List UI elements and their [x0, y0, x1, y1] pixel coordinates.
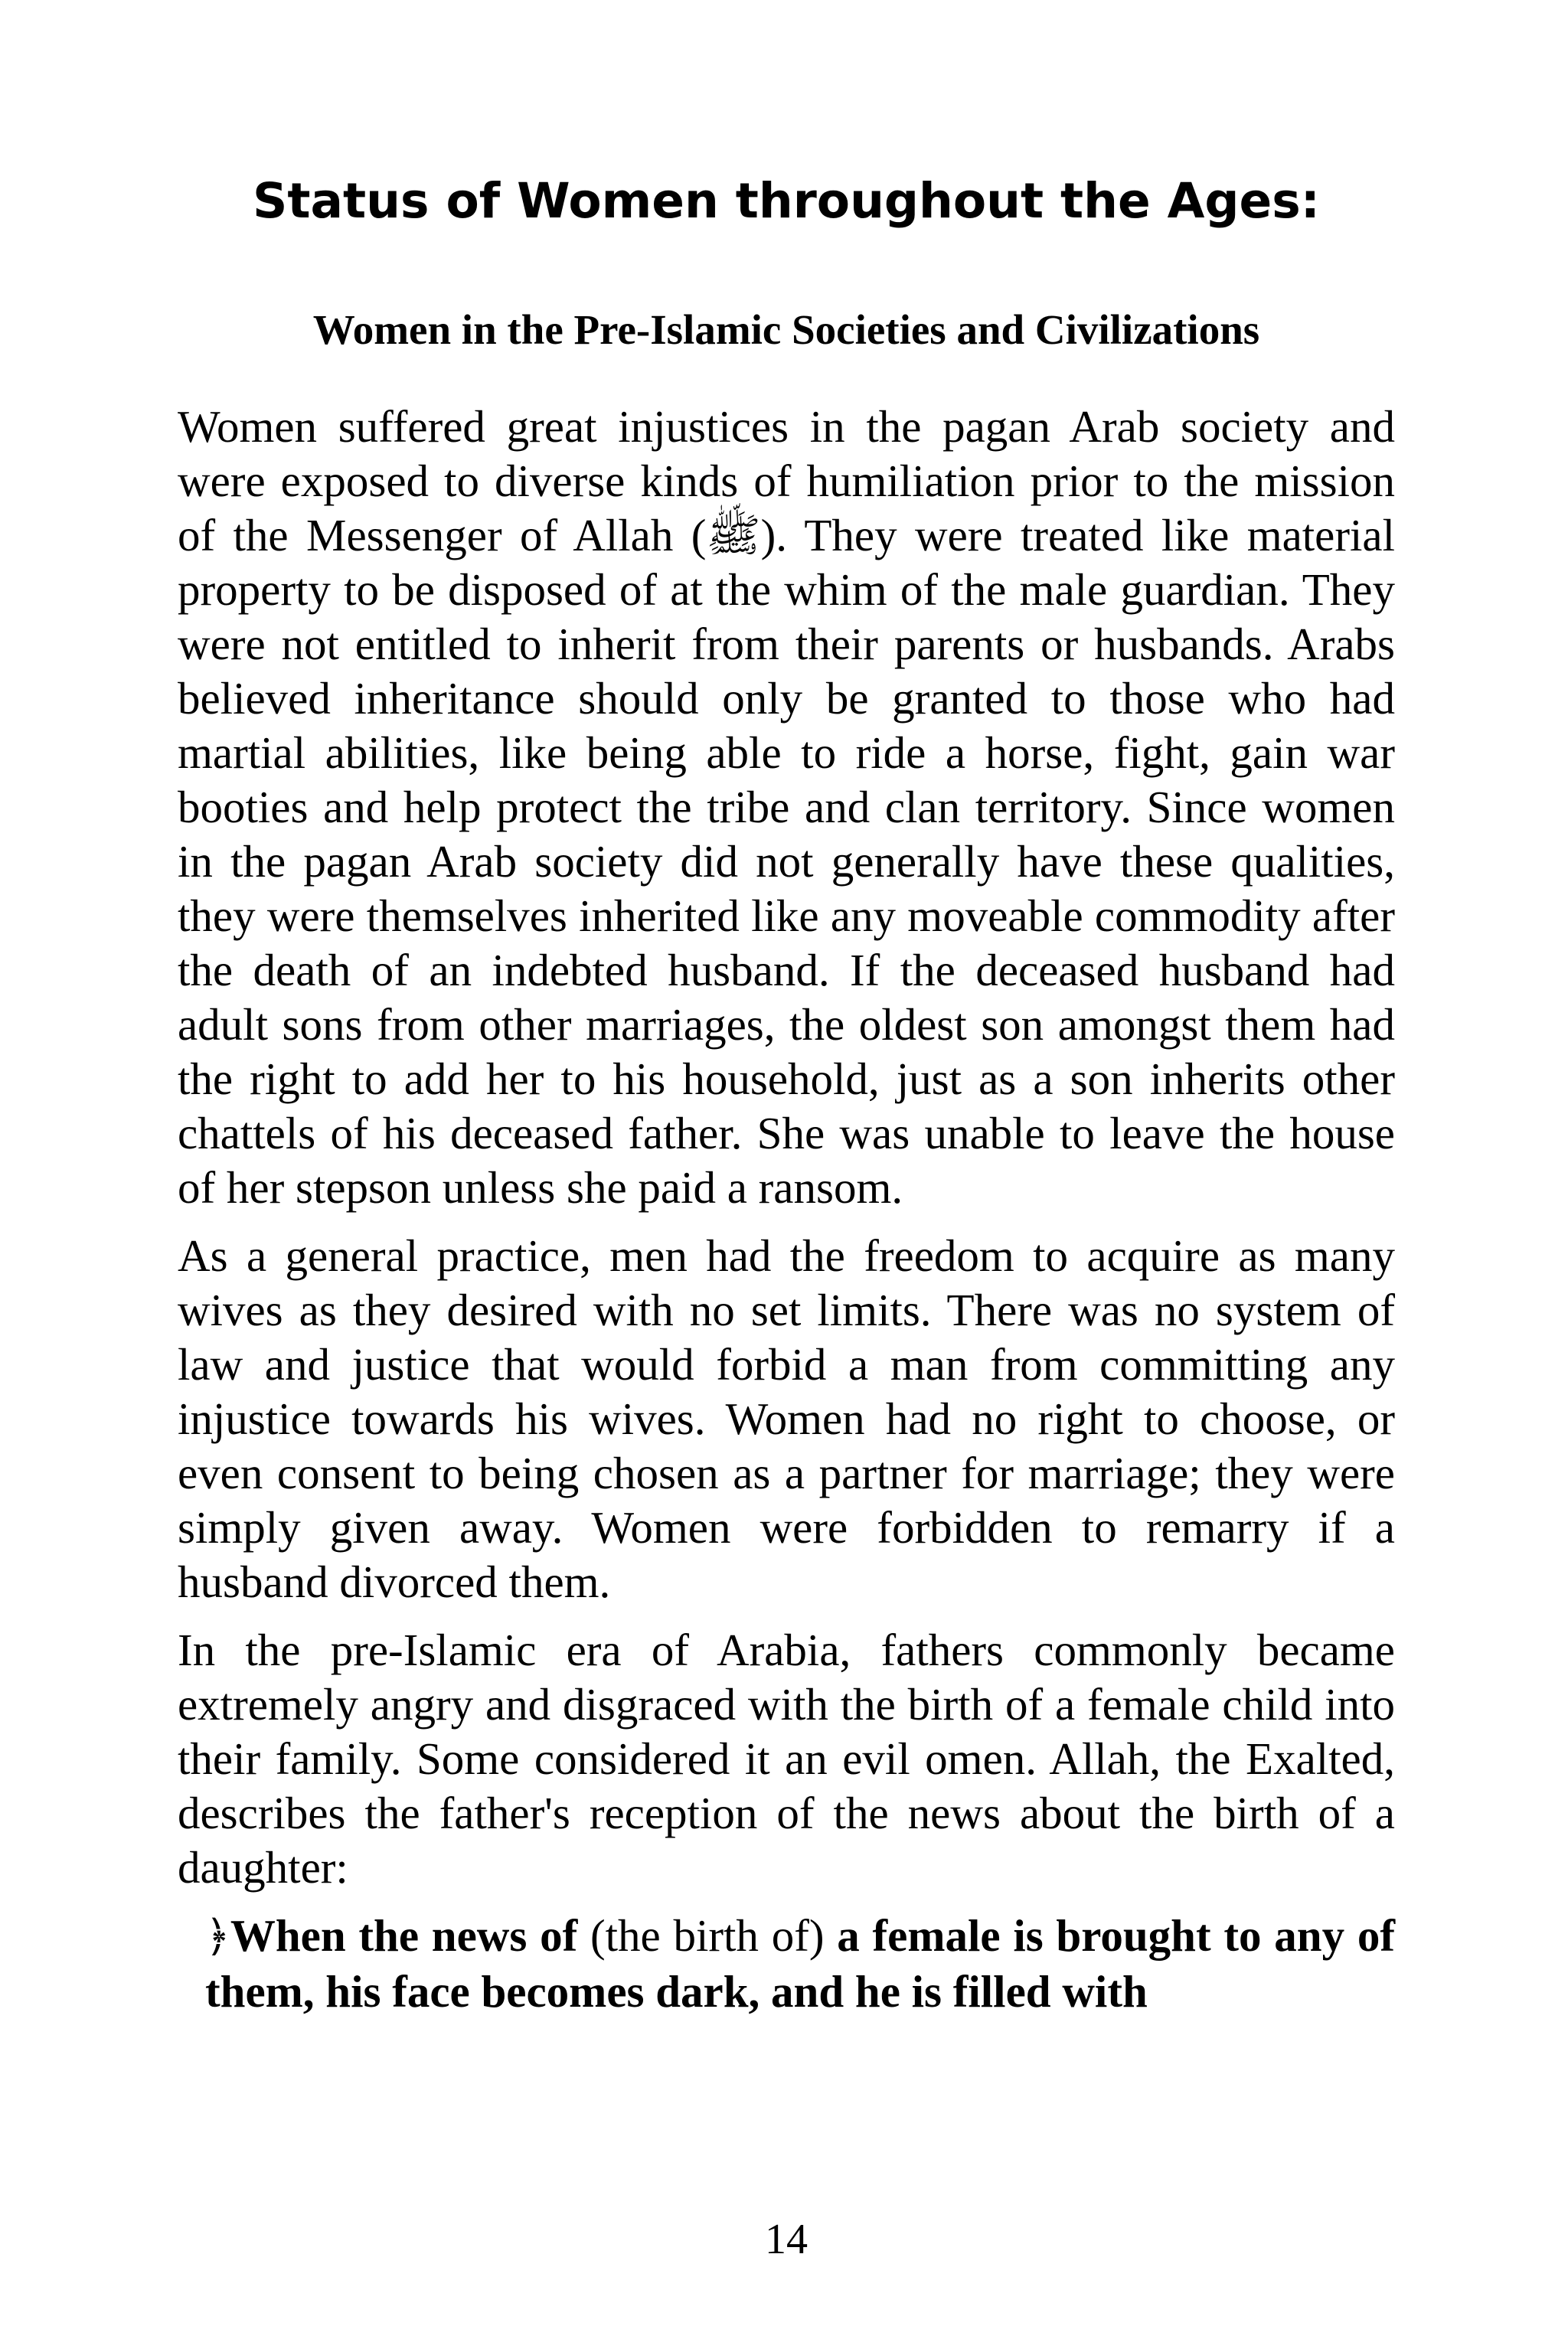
paragraph: Women suffered great injustices in the pagan Arab society and were exposed to diverse kinds of humiliation prior to the mission of the Messenger of Allah (ﷺ). They were treated like material property to be disposed of at the whim of the male guardian. They were not entitled to inherit from their parents or husbands. Arabs believed inheritance should only be granted to those who had martial abilities, like being able to ride a horse, fight, gain war booties and help protect the tribe and clan territory. Since women in the pagan Arab society did not generally have these qualities, they were themselves inherited like any moveable commodity after the death of an indebted husband. If the deceased husband had adult sons from other marriages, the oldest son amongst them had the right to add her to his household, just as a son inherits other chattels of his deceased father. She was unable to leave the house of her stepson unless she paid a ransom.: [178, 401, 1395, 1213]
quote-text-bold: When the news of: [230, 1910, 578, 1961]
section-title: Women in the Pre-Islamic Societies and Civilizations: [312, 306, 1260, 353]
page-number: 14: [765, 2216, 808, 2263]
quote-text-bold: a female is brought to any of them, his face becomes dark, and he is filled with: [205, 1910, 1396, 2017]
quran-quote: [178, 1909, 1395, 2019]
ornate-bracket-icon: ﴿: [205, 1913, 230, 1961]
paragraph: As a general practice, men had the freedom to acquire as many wives as they desired with no set limits. There was no system of law and justice that would forbid a man from committing any injustice towards his wives. Women had no right to choose, or even consent to being chosen as a partner for marriage; they were simply given away. Women were forbidden to remarry if a husband divorced them.: [178, 1230, 1395, 1607]
book-page: [178, 0, 1395, 2352]
body-text: [178, 400, 1395, 2019]
paragraph: In the pre-Islamic era of Arabia, fathers commonly became extremely angry and disgraced with the birth of a female child into their family. Some considered it an evil omen. Allah, the Exalted, describes the father's reception of the news about the birth of a daughter:: [178, 1625, 1395, 1893]
chapter-title: Status of Women throughout the Ages:: [253, 173, 1320, 229]
quote-text-regular: (the birth of): [577, 1910, 838, 1961]
